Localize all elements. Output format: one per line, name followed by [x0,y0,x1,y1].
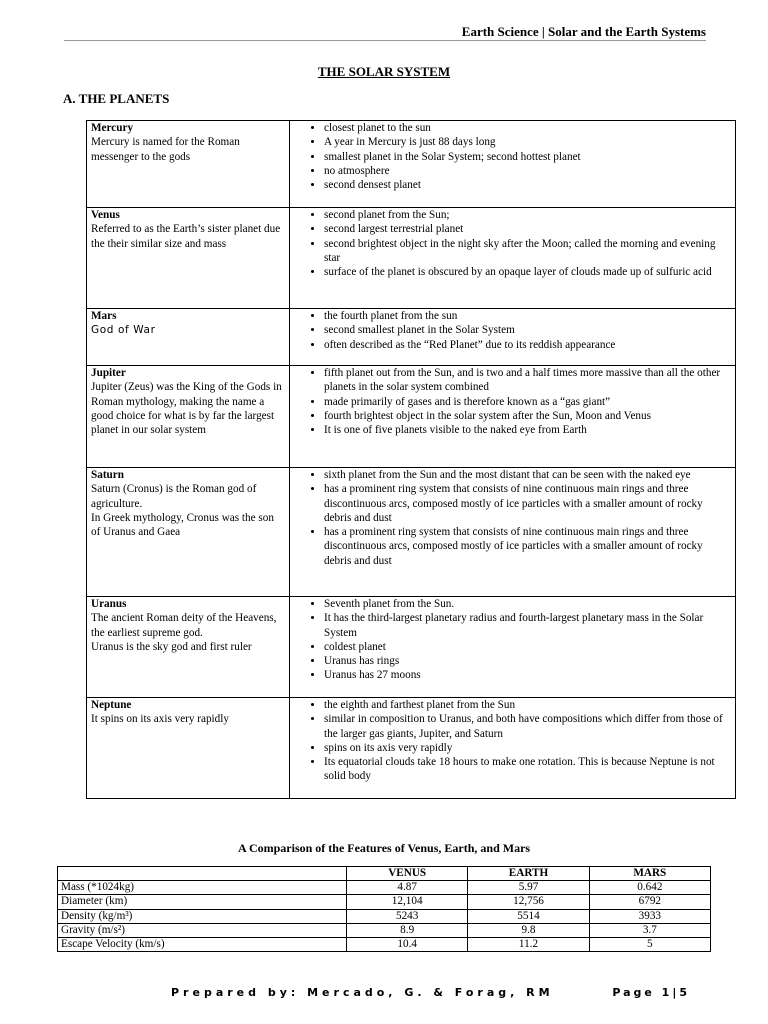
planet-description: Saturn (Cronus) is the Roman god of agriculture. In Greek mythology, Cronus was the son of Uranus and Gaea [91,483,274,539]
comparison-row [58,938,711,952]
planet-fact: • sixth planet from the Sun and the most distant that can be seen with the naked eye [324,468,731,482]
comparison-row [58,895,711,909]
comparison-header-mars: MARS [589,867,710,881]
planet-facts-list [294,698,731,784]
comparison-value: 6792 [589,895,710,909]
comparison-row [58,923,711,937]
planet-name-cell [87,366,290,468]
planet-row-venus [87,208,736,309]
planet-fact: • often described as the “Red Planet” due to its reddish appearance [324,338,731,352]
comparison-value: 5514 [468,909,589,923]
planet-row-saturn [87,468,736,597]
planet-fact: • the eighth and farthest planet from the Sun [324,698,731,712]
comparison-value: 9.8 [468,923,589,937]
planet-description: Jupiter (Zeus) was the King of the Gods in Roman mythology, making the name a good choice for what is by far the largest planet in our solar system [91,381,282,437]
planet-facts-cell [290,698,736,799]
planet-name: Jupiter [91,367,126,379]
planet-name: Uranus [91,598,127,610]
planet-facts-list [294,597,731,683]
planet-description: It spins on its axis very rapidly [91,713,229,726]
comparison-value: 4.87 [347,881,468,895]
planet-row-mercury [87,121,736,208]
comparison-row-label: Gravity (m/s²) [58,923,347,937]
planet-facts-cell [290,468,736,597]
planet-description: Referred to as the Earth’s sister planet due the their similar size and mass [91,223,281,250]
comparison-row [58,881,711,895]
planet-fact: • second largest terrestrial planet [324,222,731,236]
planet-fact: • has a prominent ring system that consists of nine continuous main rings and three discontinuous arcs, composed mostly of ice particles with a smaller amount of rocky debris and dust [324,482,731,525]
planet-fact: • Its equatorial clouds take 18 hours to make one rotation. This is because Neptune is not solid body [324,755,731,784]
planet-fact: • It is one of five planets visible to the naked eye from Earth [324,423,731,437]
comparison-row-label: Diameter (km) [58,895,347,909]
planet-facts-list [294,309,731,352]
planet-fact: • second planet from the Sun; [324,208,731,222]
planet-row-mars [87,309,736,366]
planet-fact: • A year in Mercury is just 88 days long [324,135,731,149]
comparison-value: 11.2 [468,938,589,952]
planet-fact: • similar in composition to Uranus, and both have compositions which differ from those of the larger gas giants, Jupiter, and Saturn [324,712,731,741]
planet-fact: • has a prominent ring system that consists of nine continuous main rings and three discontinuous arcs, composed mostly of ice particles with a smaller amount of rocky debris and dust [324,525,731,568]
planet-fact: • closest planet to the sun [324,121,731,135]
planet-name-cell [87,698,290,799]
planet-facts-cell [290,121,736,208]
planet-fact: • made primarily of gases and is therefore known as a “gas giant” [324,395,731,409]
planet-fact: • Uranus has 27 moons [324,668,731,682]
planet-facts-cell [290,366,736,468]
planet-fact: • the fourth planet from the sun [324,309,731,323]
comparison-value: 5.97 [468,881,589,895]
planet-facts-list [294,366,731,437]
planets-table [86,120,736,799]
planet-fact: • coldest planet [324,640,731,654]
planet-fact: • second smallest planet in the Solar System [324,323,731,337]
comparison-value: 0.642 [589,881,710,895]
header-divider [64,40,706,41]
planet-fact: • no atmosphere [324,164,731,178]
comparison-row [58,909,711,923]
comparison-value: 5243 [347,909,468,923]
planet-facts-list [294,468,731,568]
comparison-value: 3933 [589,909,710,923]
comparison-value: 10.4 [347,938,468,952]
planet-row-uranus [87,597,736,698]
comparison-value: 8.9 [347,923,468,937]
comparison-table [57,866,711,952]
planet-name-cell [87,121,290,208]
comparison-value: 3.7 [589,923,710,937]
planet-facts-cell [290,597,736,698]
planet-fact: • second brightest object in the night sky after the Moon; called the morning and evening star [324,237,731,266]
comparison-row-label: Escape Velocity (km/s) [58,938,347,952]
planet-facts-cell [290,208,736,309]
planet-fact: • It has the third-largest planetary radius and fourth-largest planetary mass in the Solar System [324,611,731,640]
planet-description: Mercury is named for the Roman messenger to the gods [91,136,240,163]
footer-page-number: Page 1|5 [612,986,690,999]
comparison-value: 5 [589,938,710,952]
section-heading: A. THE PLANETS [63,91,170,106]
planet-row-neptune [87,698,736,799]
planet-facts-cell [290,309,736,366]
planet-row-jupiter [87,366,736,468]
document-title: THE SOLAR SYSTEM [317,64,451,79]
planet-name-cell [87,468,290,597]
comparison-row-label: Density (kg/m³) [58,909,347,923]
planet-fact: • smallest planet in the Solar System; second hottest planet [324,150,731,164]
planet-fact: • Uranus has rings [324,654,731,668]
comparison-header-venus: VENUS [347,867,468,881]
planet-fact: • second densest planet [324,178,731,192]
planet-name: Venus [91,209,120,221]
planet-fact: • fifth planet out from the Sun, and is two and a half times more massive than all the other planets in the solar system combined [324,366,731,395]
planet-name: Saturn [91,469,124,481]
planet-name: Mars [91,310,117,322]
planet-name-cell [87,208,290,309]
planet-facts-list [294,121,731,192]
planet-description: God of War [91,324,156,337]
planet-name-cell [87,597,290,698]
comparison-value: 12,756 [468,895,589,909]
comparison-title: A Comparison of the Features of Venus, Earth, and Mars [237,841,531,855]
comparison-header-blank [58,867,347,881]
comparison-header-row [58,867,711,881]
running-header: Earth Science | Solar and the Earth Systems [461,24,706,39]
planet-name: Neptune [91,699,132,711]
footer-prepared-by: Prepared by: Mercado, G. & Forag, RM [171,986,554,999]
planet-fact: • fourth brightest object in the solar system after the Sun, Moon and Venus [324,409,731,423]
comparison-row-label: Mass (*1024kg) [58,881,347,895]
planet-facts-list [294,208,731,279]
planet-name-cell [87,309,290,366]
planet-fact: • spins on its axis very rapidly [324,741,731,755]
planet-name: Mercury [91,122,134,134]
comparison-value: 12,104 [347,895,468,909]
planet-fact: • Seventh planet from the Sun. [324,597,731,611]
comparison-header-earth: EARTH [468,867,589,881]
planet-fact: • surface of the planet is obscured by an opaque layer of clouds made up of sulfuric acid [324,265,731,279]
planet-description: The ancient Roman deity of the Heavens, the earliest supreme god. Uranus is the sky god and first ruler [91,612,277,653]
